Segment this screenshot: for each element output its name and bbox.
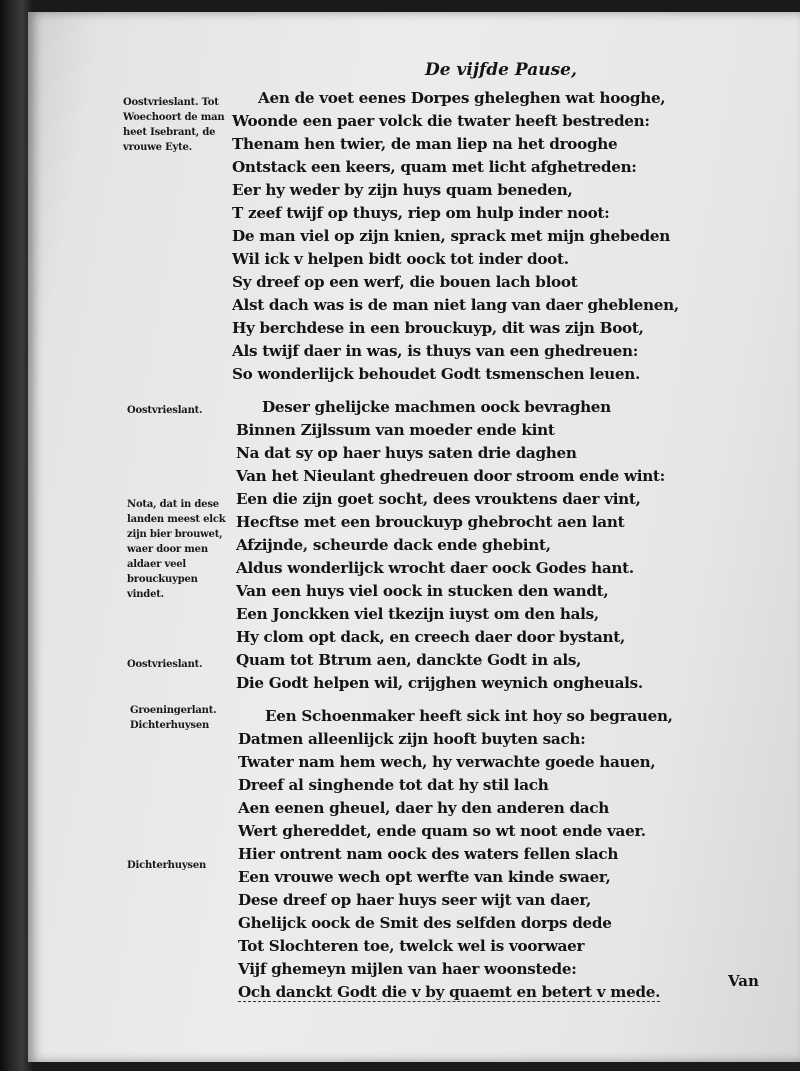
verse-line: Een Jonckken viel tkezijn iuyst om den hals, [236, 605, 599, 623]
verse-line: Sy dreef op een werf, die bouen lach bloot [232, 273, 578, 291]
verse-line: Aen de voet eenes Dorpes gheleghen wat hooghe, [258, 89, 666, 107]
verse-line: Wil ick v helpen bidt oock tot inder doot. [232, 250, 569, 268]
verse-line: Aen eenen gheuel, daer hy den anderen dach [238, 799, 609, 817]
margin-note: Dichterhuysen [127, 860, 207, 871]
verse-line: T zeef twijf op thuys, riep om hulp inder noot: [232, 204, 610, 222]
verse-line: Vijf ghemeyn mijlen van haer woonstede: [238, 960, 577, 978]
verse-line: Twater nam hem wech, hy verwachte goede hauen, [238, 753, 656, 771]
verse-line: Datmen alleenlijck zijn hooft buyten sach: [238, 730, 586, 748]
verse-line: Ghelijck oock de Smit des selfden dorps dede [238, 914, 612, 932]
verse-line: Een die zijn goet socht, dees vrouktens daer vint, [236, 490, 641, 508]
verse-line: Een Schoenmaker heeft sick int hoy so begrauen, [265, 707, 673, 725]
verse-line: Dreef al singhende tot dat hy stil lach [238, 776, 549, 794]
verse-line: Van het Nieulant ghedreuen door stroom ende wint: [236, 467, 665, 485]
verse-line: Na dat sy op haer huys saten drie daghen [236, 444, 577, 462]
margin-note: Groeningerlant. Dichterhuysen [130, 705, 217, 731]
running-head: De vijfde Pause, [425, 60, 577, 80]
verse-line: Die Godt helpen wil, crijghen weynich ongheuals. [236, 674, 643, 692]
verse-line: Binnen Zijlssum van moeder ende kint [236, 421, 555, 439]
margin-note: Oostvrieslant. Tot Woechoort de man heet Isebrant, de vrouwe Eyte. [123, 97, 225, 153]
verse-line: Als twijf daer in was, is thuys van een ghedreuen: [232, 342, 639, 360]
verse-line: De man viel op zijn knien, sprack met mijn ghebeden [232, 227, 670, 245]
verse-line: Alst dach was is de man niet lang van daer gheblenen, [232, 296, 679, 314]
verse-line: Woonde een paer volck die twater heeft bestreden: [232, 112, 650, 130]
verse-line: Afzijnde, scheurde dack ende ghebint, [236, 536, 551, 554]
verse-line: So wonderlijck behoudet Godt tsmenschen leuen. [232, 365, 640, 383]
verse-line: Dese dreef op haer huys seer wijt van daer, [238, 891, 591, 909]
margin-note: Oostvrieslant. [127, 659, 203, 670]
verse-line: Een vrouwe wech opt werfte van kinde swaer, [238, 868, 611, 886]
verse-line: Hy berchdese in een brouckuyp, dit was zijn Boot, [232, 319, 644, 337]
verse-line: Wert ghereddet, ende quam so wt noot ende vaer. [238, 822, 646, 840]
margin-note: Nota, dat in dese landen meest elck zijn bier brouwet, waer door men aldaer veel brouckuypen vindet. [127, 499, 226, 600]
verse-line: Van een huys viel oock in stucken den wandt, [236, 582, 609, 600]
verse-line: Och danckt Godt die v by quaemt en betert v mede. [238, 983, 661, 1001]
verse-line: Quam tot Btrum aen, danckte Godt in als, [236, 651, 582, 669]
verse-line: Tot Slochteren toe, twelck wel is voorwaer [238, 937, 585, 955]
verse-line: Hier ontrent nam oock des waters fellen slach [238, 845, 619, 863]
verse-line: Thenam hen twier, de man liep na het drooghe [232, 135, 618, 153]
verse-line: Ontstack een keers, quam met licht afghetreden: [232, 158, 637, 176]
verse-line: Hecftse met een brouckuyp ghebrocht aen lant [236, 513, 625, 531]
margin-note: Oostvrieslant. [127, 405, 203, 416]
verse-line: Deser ghelijcke machmen oock bevraghen [262, 398, 611, 416]
verse-line: Eer hy weder by zijn huys quam beneden, [232, 181, 573, 199]
verse-line: Hy clom opt dack, en creech daer door bystant, [236, 628, 625, 646]
verse-line: Aldus wonderlijck wrocht daer oock Godes hant. [236, 559, 634, 577]
catchword: Van [728, 972, 759, 990]
